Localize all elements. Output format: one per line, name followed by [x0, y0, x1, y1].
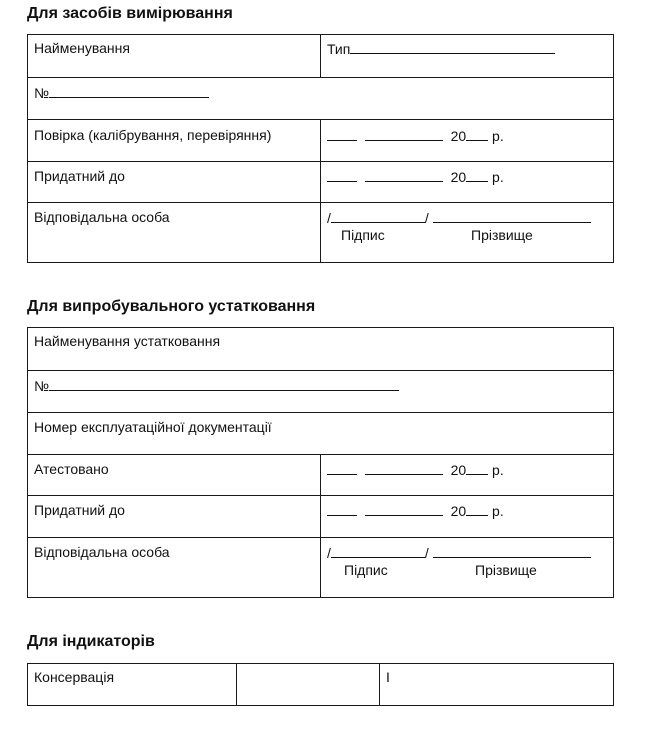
separator-mark: І — [386, 669, 390, 685]
docs-label: Номер експлуатаційної документації — [34, 419, 272, 435]
type-blank[interactable] — [350, 40, 555, 54]
indicators-table — [27, 663, 614, 706]
conservation-label: Консервація — [34, 669, 115, 685]
signature-field[interactable]: / / Підпис Прізвище — [321, 538, 613, 597]
verification-label: Повірка (калібрування, перевіряння) — [34, 127, 272, 143]
year-prefix: 20 — [450, 128, 467, 144]
section-title-measuring-instruments: Для засобів вимірювання — [27, 5, 233, 22]
conservation-note-cell[interactable] — [380, 664, 613, 705]
number-label: № — [34, 378, 50, 394]
year-blank[interactable] — [466, 461, 488, 475]
valid-until-date-field[interactable] — [321, 496, 613, 537]
day-blank[interactable] — [327, 168, 357, 182]
table-row — [28, 119, 613, 161]
responsible-label: Відповідальна особа — [34, 544, 170, 560]
type-label: Тип — [327, 41, 351, 57]
certified-label: Атестовано — [34, 461, 109, 477]
surname-blank[interactable] — [433, 209, 591, 223]
valid-until-label: Придатний до — [34, 168, 125, 184]
year-prefix: 20 — [450, 462, 467, 478]
table-row — [28, 77, 613, 119]
table-row — [28, 495, 613, 537]
month-blank[interactable] — [365, 502, 443, 516]
test-equipment-table — [27, 327, 614, 598]
table-row — [28, 161, 613, 202]
surname-label: Прізвище — [471, 227, 533, 243]
month-blank[interactable] — [365, 168, 443, 182]
name-label: Найменування — [34, 40, 130, 56]
signature-blank[interactable] — [331, 209, 425, 223]
signature-label: Підпис — [341, 227, 385, 243]
table-row — [28, 202, 613, 262]
day-blank[interactable] — [327, 502, 357, 516]
number-blank[interactable] — [49, 84, 209, 98]
day-blank[interactable] — [327, 461, 357, 475]
year-blank[interactable] — [466, 127, 488, 141]
year-suffix: р. — [492, 503, 504, 519]
table-row — [28, 35, 613, 77]
year-blank[interactable] — [466, 168, 488, 182]
day-blank[interactable] — [327, 127, 357, 141]
signature-label: Підпис — [344, 562, 388, 578]
table-row — [28, 370, 613, 412]
measuring-instruments-table — [27, 34, 614, 263]
certified-date-field[interactable] — [321, 455, 613, 495]
year-suffix: р. — [492, 462, 504, 478]
equipment-name-label: Найменування устатковання — [34, 333, 221, 349]
table-row — [28, 454, 613, 495]
year-blank[interactable] — [466, 502, 488, 516]
signature-blank[interactable] — [331, 544, 425, 558]
number-label: № — [34, 85, 50, 101]
valid-until-date-field[interactable] — [321, 162, 613, 202]
number-blank[interactable] — [49, 377, 399, 391]
type-field[interactable] — [321, 35, 613, 77]
section-title-indicators: Для індикаторів — [27, 633, 155, 650]
signature-field[interactable]: / / Підпис Прізвище — [321, 203, 613, 262]
table-row — [28, 412, 613, 454]
table-row — [28, 537, 613, 597]
year-suffix: р. — [492, 169, 504, 185]
month-blank[interactable] — [365, 127, 443, 141]
table-row — [28, 328, 613, 370]
section-title-test-equipment: Для випробувального устатковання — [27, 298, 316, 315]
month-blank[interactable] — [365, 461, 443, 475]
surname-blank[interactable] — [433, 544, 591, 558]
responsible-label: Відповідальна особа — [34, 209, 170, 225]
table-row — [28, 664, 613, 705]
surname-label: Прізвище — [475, 562, 537, 578]
year-suffix: р. — [492, 128, 504, 144]
valid-until-label: Придатний до — [34, 502, 125, 518]
verification-date-field[interactable] — [321, 120, 613, 161]
year-prefix: 20 — [450, 503, 467, 519]
year-prefix: 20 — [450, 169, 467, 185]
conservation-value-cell[interactable] — [237, 664, 380, 705]
